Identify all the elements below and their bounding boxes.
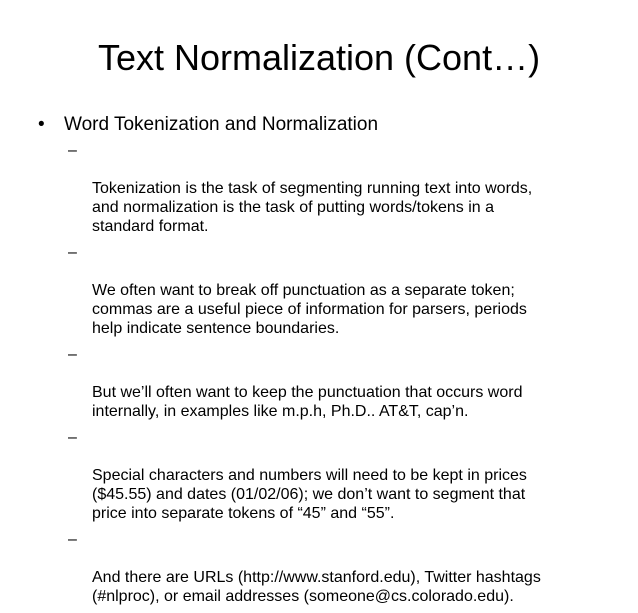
sub-bullet-list [68, 141, 616, 613]
dash-marker: – [68, 142, 77, 159]
sub-bullet-text: Special characters and numbers will need to be kept in prices ($45.55) and dates (01/02/06); we don’t want to segment that price into separate tokens of “45” and “55”. [92, 467, 527, 522]
sub-bullet-text: We often want to break off punctuation as a separate token; commas are a useful piece of information for parsers, periods help indicate sentence boundaries. [92, 282, 527, 337]
sub-bullet-item [68, 243, 616, 338]
dash-marker: – [68, 244, 77, 261]
sub-bullet-item [68, 530, 616, 606]
sub-bullet-item [68, 345, 616, 421]
dash-marker: – [68, 429, 77, 446]
dash-marker: – [68, 531, 77, 548]
sub-bullet-text: But we’ll often want to keep the punctuation that occurs word internally, in examples like m.p.h, Ph.D.. AT&T, cap’n. [92, 384, 523, 420]
sub-bullet-text: Tokenization is the task of segmenting running text into words, and normalization is the task of putting words/tokens in a standard format. [92, 180, 533, 235]
main-bullet-text: Word Tokenization and Normalization [64, 114, 379, 135]
slide-title: Text Normalization (Cont…) [97, 37, 541, 78]
dash-marker: – [68, 346, 77, 363]
sub-bullet-item [68, 141, 616, 236]
sub-bullet-text: And there are URLs (http://www.stanford.edu), Twitter hashtags (#nlproc), or email addresses (someone@cs.colorado.edu). [92, 569, 541, 605]
sub-bullet-item [68, 428, 616, 523]
bullet-marker: • [38, 114, 45, 135]
